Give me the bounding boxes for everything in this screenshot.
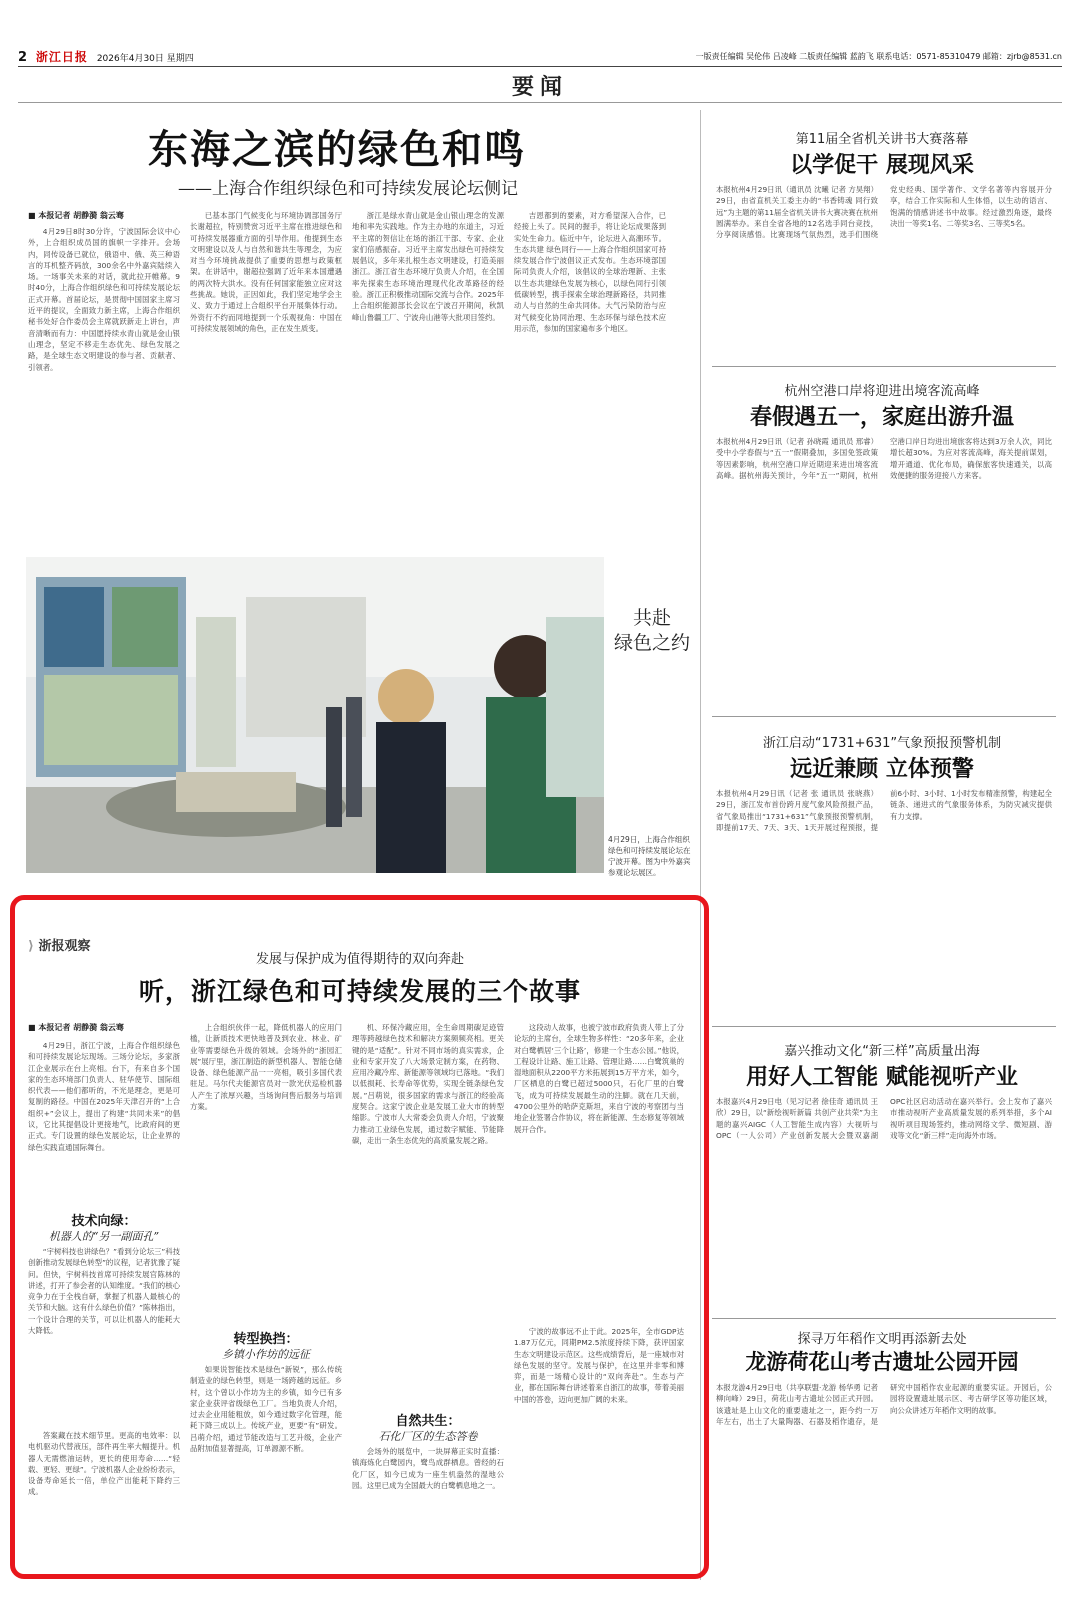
feature-col-3 bbox=[352, 1022, 504, 1402]
feature-col-3-text: 机、环保冷藏应用，全生命周期碳足迹管理等跨越绿色技术和解决方案频频亮相。更关键的是“适配”。针对不同市场的真实需求，企业和专家开发了八大场景定制方案，在药物、应用冷藏冷库、新能源等领域均已落地。“我们以低损耗、长寿命等优势，实现全链条绿色发展。”吕萌说，很多国家的需求与浙江的经验高度契合。这家宁波企业是发展工业大市的转型缩影。宁波市人大常委会负责人介绍，宁波聚力推动工业绿色发展，通过数字赋能、节能降碳，走出一条生态优先的高质量发展之路。 bbox=[352, 1023, 504, 1145]
feature-kicker: 发展与保护成为值得期待的双向奔赴 bbox=[255, 952, 464, 967]
lead-col-1-text: 4月29日8时30分许，宁波国际会议中心外，上合组织成员国的旗帜一字排开。会场内，同传设备已就位，俄语中、俄、英三种语言的耳机整齐码放，300余名中外嘉宾陆续入场。一场事关未来的对话，就此拉开帷幕。9时40分，上海合作组织绿色和可持续发展论坛正式开幕。首届论坛，是贯彻中国国家主席习近平的提议，全面致力新主席，上海合作组织秘书处好合作委员会主席就跃新走上讲台，声音清晰而有力：中国愿持续水青山就是金山银山理念，坚定不移走生态优先、绿色发展之路，是全球生态文明建设的参与者、贡献者、引领者。 bbox=[28, 227, 180, 372]
brief-divider-1 bbox=[712, 366, 1056, 367]
feature-col-1 bbox=[28, 1040, 180, 1202]
brief-4-title: 用好人工智能 赋能视听产业 bbox=[746, 1064, 1018, 1090]
photo-illustration bbox=[26, 557, 604, 873]
paper-logo: 浙江日报 bbox=[35, 50, 88, 64]
lead-col-4 bbox=[514, 210, 666, 546]
lead-subtitle: ——上海合作组织绿色和可持续发展论坛侧记 bbox=[178, 179, 518, 199]
lead-col-3 bbox=[352, 210, 504, 546]
feature-col-2-text: 上合组织伙伴一起，降低机器人的应用门槛，让新质技术更快地普及到农业、林业、矿业等需要绿色升级的领域。会场外的“浙园汇展”展厅里，浙江制造的新型机器人、智能仓储设备、绿色能源产品一一亮相，吸引多国代表驻足。马尔代夫能源官员对一款光伏巡检机器人产生了浓厚兴趣，当场询问售后服务与培训方案。 bbox=[190, 1023, 342, 1112]
feature-col-2 bbox=[190, 1022, 342, 1322]
feature-col-4b-text: 宁波的故事远不止于此。2025年，全市GDP达1.87万亿元，同期PM2.5浓度持续下降，获评国家生态文明建设示范区。这些成绩背后，是一座城市对绿色发展的坚守。发展与保护，在这里并非零和博弈，而是一场精心设计的“双向奔赴”。生态与产业，都在国际舞台讲述着来自浙江的故事，带着美丽中国的答卷，迈向更加广阔的未来。 bbox=[514, 1327, 684, 1404]
feature-col-1b-text: “宇树科技也讲绿色？”看到分论坛三”科技创新推动发展绿色转型”的议程，记者犹豫了疑问。但快，宇树科技首席可持续发展官陈林的讲述，打开了参会者的认知维度。“我们的核心竞争力在于全栈自研，掌握了机器人最核心的关节和大脑。这有什么绿色价值？”陈林指出，一个设计合理的关节，可以让机器人的能耗大大降低。 bbox=[28, 1247, 180, 1336]
brief-5-kicker: 探寻万年稻作文明再添新去处 bbox=[797, 1332, 967, 1347]
feature-col-2b bbox=[190, 1364, 342, 1560]
lead-byline: ■ 本报记者 胡静漪 翁云骞 bbox=[28, 211, 124, 220]
lead-col-2 bbox=[190, 210, 342, 546]
feature-sub3-title: 自然共生： bbox=[395, 1414, 461, 1429]
photo-caption: 4月29日，上海合作组织绿色和可持续发展论坛在宁波开幕。图为中外嘉宾参观论坛展区。 bbox=[608, 835, 691, 877]
page-number: 2 bbox=[18, 50, 28, 65]
feature-sub2-title: 转型换挡： bbox=[233, 1332, 299, 1347]
section-rule bbox=[18, 102, 1062, 103]
issue-date: 2026年4月30日 星期四 bbox=[96, 54, 194, 64]
photo-title bbox=[604, 606, 700, 656]
feature-sub3-sub: 石化厂区的生态答卷 bbox=[378, 1430, 478, 1443]
brief-2-text: 本报杭州4月29日讯（记者 孙晓霞 通讯员 邢睿）受中小学春假与“五一”假期叠加，多国免签政策等因素影响，杭州空港口岸近期迎来进出境客流高峰。据杭州海关预计，今年“五一”期间，杭州空港口岸日均进出境旅客将达到3万余人次，同比增长超30%。为应对客流高峰，海关提前谋划，增开通道、优化布局，确保旅客快速通关，以高效便捷的服务迎接八方来客。 bbox=[716, 437, 1052, 480]
brief-3-title: 远近兼顾 立体预警 bbox=[790, 756, 974, 782]
feature-sub1-sub: 机器人的“另一副面孔” bbox=[48, 1230, 160, 1243]
feature-col-1-text: 4月29日，浙江宁波，上海合作组织绿色和可持续发展论坛现场。三场分论坛，多家浙江企业展示在台上亮相。台下，有来自多个国家的生态环境部门负责人、驻华使节、国际组织代表——他们都听的，不光是理念，更是可复制的路径。中国在2025年天津召开的“上合组织+”会议上，提出了构建“共同未来”的倡议，它比其提倡设计更接地气，比政府间的更正式。专门设置的绿色发展论坛，让企业界的绿色实践直通国际舞台。 bbox=[28, 1041, 180, 1152]
lead-col-2-text: 已基本部门气候变化与环境协调部国务厅长谢超拉，特别赞赏习近平主席在推进绿色和可持续发展器重方面的引导作用。他提到生态文明建设以及人与自然和谐共生等理念，为应对当今环境挑战提供了重要的思想与政策框架。在讲话中，谢超拉强调了近年来本国遭遇的两次特大洪水。没有任何国家能独立应对这些挑战。她说，正因如此，我们坚定地学会主义、致力于通过上合组织平台开展集体行动。外资行不约而同地提到一个乐观视角：中国在可持续发展领域的角色，正在发生质变。 bbox=[190, 211, 342, 333]
editor-info: 一版责任编辑 吴伦伟 吕凌峰 二版责任编辑 蓝韵飞 联系电话：0571-85310479 邮箱：zjrb@8531.cn bbox=[695, 52, 1062, 61]
brief-5-text: 本报龙游4月29日电（共享联盟·龙游 杨华勇 记者 柳向峰）29日，荷花山考古遗址公园正式开园。该遗址是上山文化的重要遗址之一，距今约一万年左右，出土了大量陶器、石器及稻作遗存，是研究中国稻作农业起源的重要实证。开园后，公园将设置遗址展示区、考古研学区等功能区域，向公众讲述万年稻作文明的故事。 bbox=[716, 1383, 1052, 1426]
column-tag-icon: ⟩ bbox=[28, 939, 34, 954]
feature-col-4 bbox=[514, 1022, 684, 1322]
feature-col-1c-text: 答案藏在技术细节里。更高的电效率：以电机驱动代替液压，部件再生率大幅提升。机器人无需燃油运转，更长的使用寿命……“轻载、更轻、更绿”。宁波机器人企业纷纷表示，设备寿命延长一倍，单位产出能耗下降约三成。 bbox=[28, 1431, 180, 1497]
photo-title-line-2: 绿色之约 bbox=[613, 632, 690, 654]
feature-col-4b bbox=[514, 1326, 684, 1560]
masthead-bar bbox=[18, 48, 1062, 67]
feature-col-3b-text: 会场外的展览中，一块屏幕正实时直播：镇海炼化白鹭园内，鹭鸟成群栖息。曾经的石化厂区，如今已成为一座生机盎然的湿地公园。这里已成为全国最大的白鹭栖息地之一。 bbox=[352, 1447, 504, 1490]
lead-col-1 bbox=[28, 226, 180, 546]
brief-4-text: 本报嘉兴4月29日电（见习记者 徐佳奇 通讯员 王欣）29日，以“新绘视听新篇 共创产业共荣”为主题的嘉兴AIGC（人工智能生成内容）大视听与OPC（一人公司）产业创新发展大会暨双嘉湖OPC社区启动活动在嘉兴举行。会上发布了嘉兴市推动视听产业高质量发展的系列举措，多个AI视听项目现场签约，推动网络文学、微短剧、游戏等文化“新三样”走向海外市场。 bbox=[716, 1097, 1052, 1140]
section-title: 要闻 bbox=[511, 74, 568, 100]
feature-title: 听，浙江绿色和可持续发展的三个故事 bbox=[138, 977, 581, 1006]
lead-col-3-text: 浙江是绿水青山就是金山银山理念的发源地和率先实践地。作为主办地的东道主，习近平主席的贺信让在场的浙江干部、专家、企业家们倍感振奋。习近平主席发出绿色可持续发展倡议，多年来扎根生态文明建设，打造美丽浙江。浙江省生态环境厅负责人介绍，在全国率先探索生态环境治理现代化改革路径的经验。浙江正积极推动国际交流与合作。2025年上合组织能源部长会议在宁波召开期间，秋凯峰山鲁疆工厂、宁波舟山港等大批项目签约。 bbox=[352, 211, 504, 322]
feature-sub1-title: 技术向绿： bbox=[71, 1214, 137, 1229]
brief-1-kicker: 第11届全省机关讲书大赛落幕 bbox=[795, 132, 969, 147]
news-photo bbox=[26, 557, 604, 873]
lead-col-4-text: 吉恩都到的要素，对方希望深入合作，已经接上头了。民间的握手，将让论坛成果落到实处生命力。临近中午，论坛进入高潮环节。生态共建 绿色同行——上海合作组织国家可持续发展合作宁波倡议正式发布。生态环境部国际司负责人介绍，该倡议的全球治理新、主张以生态共建绿色发展为核心，以绿色同行引领低碳转型，携手探索全球治理新路径，共同推动人与自然的生命共同体。大气污染防治与应对气候变化协同治理、生态环保与绿色技术应用示范，参加的国家遍布多个地区。 bbox=[514, 211, 666, 333]
photo-title-line-1: 共赴 bbox=[632, 607, 671, 629]
brief-1-title: 以学促干 展现风采 bbox=[790, 152, 974, 178]
feature-col-1b bbox=[28, 1246, 180, 1426]
brief-3-text: 本报杭州4月29日讯（记者 张 通讯员 张晓燕）29日，浙江发布首份跨月度气象风险预报产品，省气象局推出“1731+631”气象预报预警机制，即提前17天、7天、3天、1天开展过程预报，提前6小时、3小时、1小时发布精准预警，构建起全链条、递进式的气象服务体系，为防灾减灾提供有力支撑。 bbox=[716, 789, 1052, 832]
column-tag-label: 浙报观察 bbox=[38, 939, 91, 954]
brief-4-kicker: 嘉兴推动文化“新三样”高质量出海 bbox=[784, 1044, 980, 1059]
brief-1-text: 本报杭州4月29日讯（通讯员 沈曦 记者 方昊翔）29日，由省直机关工委主办的“书香铸魂 同行致远”为主题的第11届全省机关讲书大赛决赛在杭州圆满举办。来自全省各地的12名选手同台竞技，分享阅读感悟。比赛现场气氛热烈，选手们围绕党史经典、国学著作、文学名著等内容展开分享，结合工作实际和人生体悟，以生动的语言、饱满的情感讲述书中故事。经过激烈角逐，最终决出一等奖1名、二等奖3名、三等奖5名。 bbox=[716, 185, 1052, 240]
brief-2-kicker: 杭州空港口岸将迎进出境客流高峰 bbox=[784, 384, 980, 399]
brief-divider-2 bbox=[712, 716, 1056, 717]
brief-divider-3 bbox=[712, 1026, 1056, 1027]
brief-2-title: 春假遇五一，家庭出游升温 bbox=[749, 404, 1014, 430]
feature-col-3b bbox=[352, 1446, 504, 1560]
feature-sub2-sub: 乡镇小作坊的远征 bbox=[222, 1348, 310, 1361]
lead-title: 东海之滨的绿色和鸣 bbox=[148, 126, 526, 173]
brief-5-title: 龙游荷花山考古遗址公园开园 bbox=[745, 1349, 1019, 1374]
feature-byline: ■ 本报记者 胡静漪 翁云骞 bbox=[28, 1023, 124, 1032]
feature-col-2b-text: 如果说智能技术是绿色“新锐”，那么传统制造业的绿色转型，则是一场跨越的远征。乡村，这个曾以小作坊为主的乡镇，如今已有多家企业获评省级绿色工厂。当地负责人介绍，过去企业用能粗放，如今通过数字化管理，能耗下降三成以上。传统产业，更要“有”研发。吕萌介绍，通过节能改造与工艺升级，企业产品附加值显著提高，订单源源不断。 bbox=[190, 1365, 342, 1454]
brief-divider-4 bbox=[712, 1318, 1056, 1319]
feature-col-4-text: 这段动人故事，也被宁波市政府负责人带上了分论坛的主席台，全球生物多样性：“20多年来，企业对白鹭栖居‘三个让路’，修建一个生态公园。”他说，工程设计让路、施工让路、管理让路……白鹭筑巢的湿地面积从2200平方米拓展到15万平方米，如今，厂区栖息的白鹭已超过5000只，石化厂里的白鹭飞，成为可持续发展最生动的注脚。就在几天前，4700公里外的哈萨克斯坦，来自宁波的考察团与当地企业签署合作协议，将在新能源、生态修复等领域展开合作。 bbox=[514, 1023, 684, 1134]
feature-col-1c bbox=[28, 1430, 180, 1560]
brief-3-kicker: 浙江启动“1731+631”气象预报预警机制 bbox=[762, 736, 1002, 751]
